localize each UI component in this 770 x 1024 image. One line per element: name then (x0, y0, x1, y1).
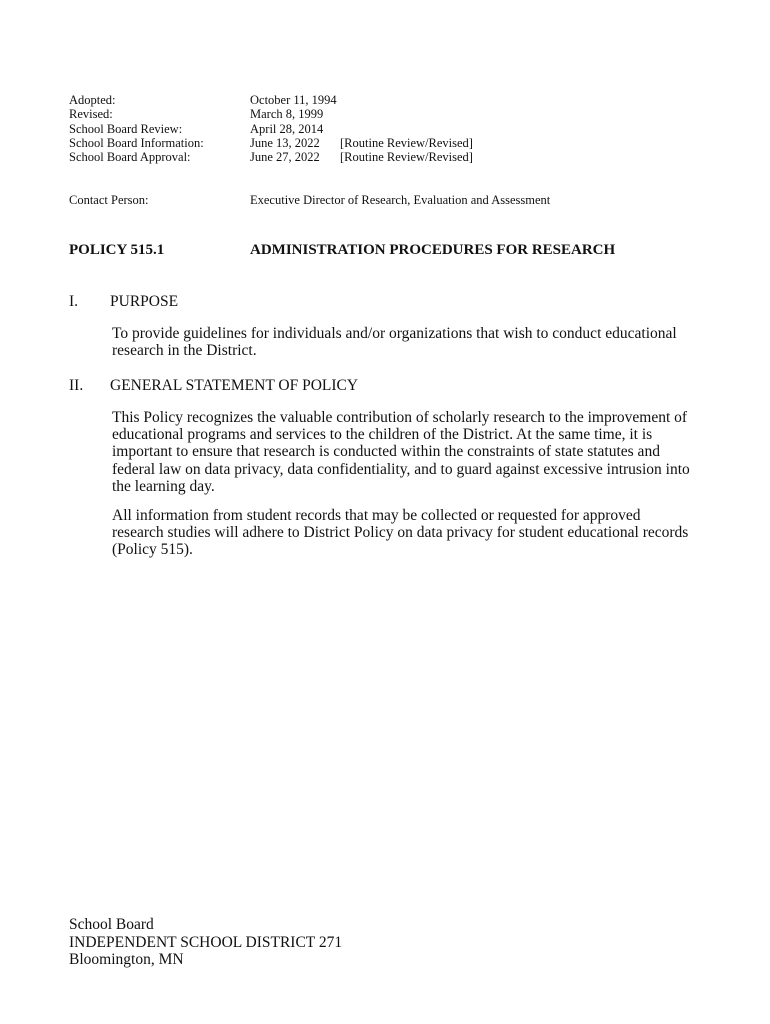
purpose-paragraph: To provide guidelines for individuals and/or organizations that wish to conduct educational research in the District. (112, 325, 677, 360)
contact-label: Contact Person: (69, 193, 149, 207)
metadata-date: June 13, 2022 (250, 135, 320, 150)
section-heading-general-statement (69, 377, 358, 395)
contact-person (69, 193, 550, 208)
section-title: GENERAL STATEMENT OF POLICY (110, 377, 359, 394)
footer-location: Bloomington, MN (69, 951, 184, 968)
metadata-row-revised (69, 107, 473, 121)
metadata-label: School Board Review: (69, 121, 183, 136)
metadata-label: Revised: (69, 107, 113, 122)
policy-title: ADMINISTRATION PROCEDURES FOR RESEARCH (250, 242, 616, 258)
metadata-note: [Routine Review/Revised] (340, 150, 473, 165)
general-statement-paragraph-1: This Policy recognizes the valuable contribution of scholarly research to the improvement of educational programs and services to the children of the District. At the same time, it is important to ensure that research is conducted within the constraints of state statutes and federal law on data privacy, data confidentiality, and to guard against excessive intrusion into the learning day. (112, 409, 690, 495)
metadata-date: March 8, 1999 (250, 107, 324, 122)
section-number: I. (69, 293, 79, 310)
metadata-label: School Board Approval: (69, 150, 191, 165)
metadata-date: June 27, 2022 (250, 150, 320, 165)
section-heading-purpose (69, 293, 178, 311)
contact-value: Executive Director of Research, Evaluation and Assessment (250, 193, 551, 207)
policy-heading (69, 241, 615, 259)
metadata-row-adopted (69, 93, 473, 107)
metadata-row-board-information (69, 136, 473, 150)
metadata-row-board-approval (69, 150, 473, 164)
metadata-label: School Board Information: (69, 135, 204, 150)
footer-school-board: School Board (69, 916, 154, 933)
section-number: II. (69, 377, 84, 394)
document-footer (69, 916, 342, 969)
footer-district-name: INDEPENDENT SCHOOL DISTRICT 271 (69, 933, 343, 951)
general-statement-paragraph-2: All information from student records that may be collected or requested for approved research studies will adhere to District Policy on data privacy for student educational records (Policy 515). (112, 507, 689, 559)
section-title: PURPOSE (110, 293, 179, 310)
metadata-date: April 28, 2014 (250, 121, 324, 136)
metadata-note: [Routine Review/Revised] (340, 135, 473, 150)
policy-number: POLICY 515.1 (69, 242, 165, 258)
metadata-date: October 11, 1994 (250, 93, 337, 107)
metadata-row-board-review (69, 122, 473, 136)
policy-metadata (69, 93, 473, 164)
metadata-label: Adopted: (69, 93, 116, 107)
